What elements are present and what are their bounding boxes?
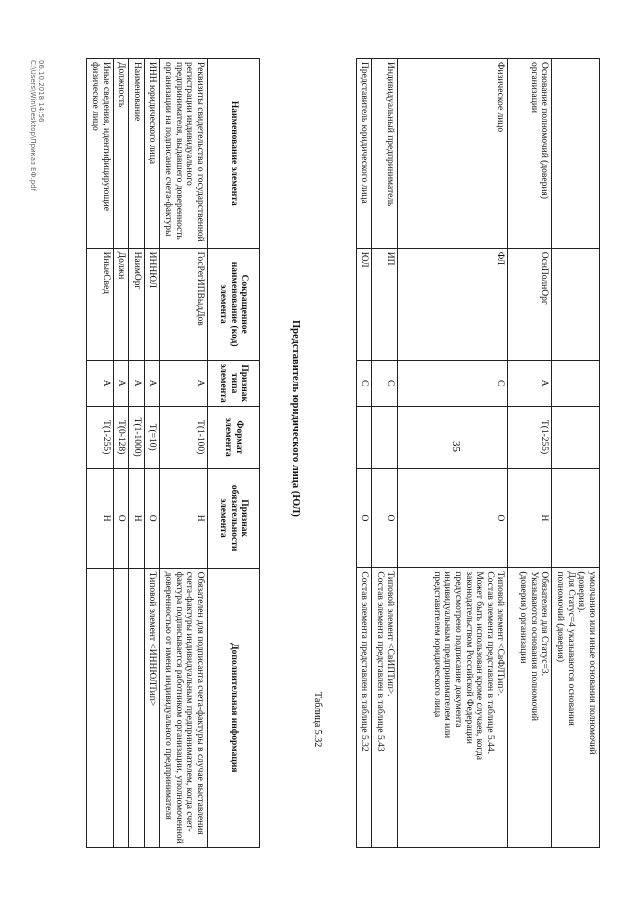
element-type: С	[356, 360, 372, 406]
table-row	[87, 59, 113, 848]
element-name: Основание полномочий (доверия) организации	[508, 59, 552, 249]
element-format: Т(1-1000)	[129, 406, 145, 468]
table-caption: Таблица 5.32	[312, 692, 323, 748]
element-code: ИННЮЛ	[144, 248, 160, 360]
element-code: ЮЛ	[356, 248, 372, 360]
continuation-table	[356, 58, 600, 848]
element-name: Должность	[113, 59, 129, 249]
element-format: Т(1-255)	[87, 406, 113, 468]
element-name: Индивидуальный предприниматель	[372, 59, 398, 249]
element-info: Типовой элемент <СвИПТип>. Состав элемента представлен в таблице 5.43	[372, 568, 398, 848]
element-name: ИНН юридического лица	[144, 59, 160, 249]
element-format: Т(1-100)	[160, 406, 208, 468]
table-row	[129, 59, 145, 848]
element-code: ФЛ	[398, 248, 508, 360]
element-type: А	[160, 360, 208, 406]
element-info: Состав элемента представлен в таблице 5.32	[356, 568, 372, 848]
table-row	[356, 59, 372, 848]
element-required: Н	[87, 468, 113, 568]
element-format	[372, 406, 398, 468]
element-info	[129, 568, 145, 847]
header-element-code: Сокращенное наименование (код) элемента	[208, 248, 260, 360]
element-name: Реквизиты свидетельства о государственной регистрации индивидуального предпринимателя, выдавшего доверенность организации на подписание счета-фактуры	[160, 59, 208, 249]
element-info: Обязателен для подписанта счета-фактуры в случае выставления счета-фактуры индивидуальным предпринимателем, когда счет-фактура подписывается работником организации, уполномоченной доверенностью от имени индивидуального предпринимателя	[160, 568, 208, 847]
print-stamp: 06.10.2018 14:56 C:\Users\Win\Desktop\Приказ ЕФ.pdf	[28, 60, 45, 192]
element-type: А	[144, 360, 160, 406]
header-element-format: Формат элемента	[208, 406, 260, 468]
page-number: 35	[450, 441, 462, 452]
header-element-required: Признак обязательности элемента	[208, 468, 260, 568]
legal-entity-representative-table	[86, 58, 260, 848]
element-type: А	[129, 360, 145, 406]
element-required: О	[398, 468, 508, 568]
element-code: НаимОрг	[129, 248, 145, 360]
element-format	[356, 406, 372, 468]
table-header-row	[208, 59, 260, 848]
table-row	[552, 59, 600, 848]
header-additional-info: Дополнительная информация	[208, 568, 260, 847]
element-name: Физическое лицо	[398, 59, 508, 249]
element-required: О	[113, 468, 129, 568]
table-row	[144, 59, 160, 848]
table-title: Представитель юридического лица (ЮЛ)	[290, 320, 301, 517]
element-format	[398, 406, 508, 468]
table-row	[398, 59, 508, 848]
element-required: О	[356, 468, 372, 568]
element-type: С	[372, 360, 398, 406]
element-code: ГосРегИПВыдДов	[160, 248, 208, 360]
element-info	[87, 568, 113, 847]
element-info: Типовой элемент <СвФЛТип>. Состав элемента представлен в таблице 5.44. Может быть использован кроме случаев, когда законодательством Российской Федерации предусмотрено подписание документа индивидуальным предпринимателем или представителем юридического лица	[398, 568, 508, 848]
element-type: А	[113, 360, 129, 406]
element-format: Т(0-128)	[113, 406, 129, 468]
element-type: С	[398, 360, 508, 406]
element-code: ОснПолнОрг	[508, 248, 552, 360]
element-code: ИП	[372, 248, 398, 360]
table-row	[113, 59, 129, 848]
element-type: А	[87, 360, 113, 406]
element-format: Т(1-255)	[508, 406, 552, 468]
table-row	[372, 59, 398, 848]
element-required: Н	[160, 468, 208, 568]
element-format: Т(=10)	[144, 406, 160, 468]
header-element-type: Признак типа элемента	[208, 360, 260, 406]
element-required: О	[372, 468, 398, 568]
element-name: Наименование	[129, 59, 145, 249]
header-element-name: Наименование элемента	[208, 59, 260, 249]
element-info: Типовой элемент <ИННЮЛТип>	[144, 568, 160, 847]
element-required: Н	[129, 468, 145, 568]
element-name: Иные сведения, идентифицирующие физическое лицо	[87, 59, 113, 249]
element-code: ИныеСвед	[87, 248, 113, 360]
element-info	[113, 568, 129, 847]
element-required: Н	[508, 468, 552, 568]
element-required: О	[144, 468, 160, 568]
table-row	[508, 59, 552, 848]
element-code: Должн	[113, 248, 129, 360]
element-info: Обязателен для Статус=3. Указываются основания полномочий (доверия) организации	[508, 568, 552, 848]
continuation-info: умолчанию или иные основания полномочий (доверия). Для Статус=4 указываются основания полномочий (доверия)	[552, 568, 600, 848]
element-type: А	[508, 360, 552, 406]
element-name: Представитель юридического лица	[356, 59, 372, 249]
table-row	[160, 59, 208, 848]
